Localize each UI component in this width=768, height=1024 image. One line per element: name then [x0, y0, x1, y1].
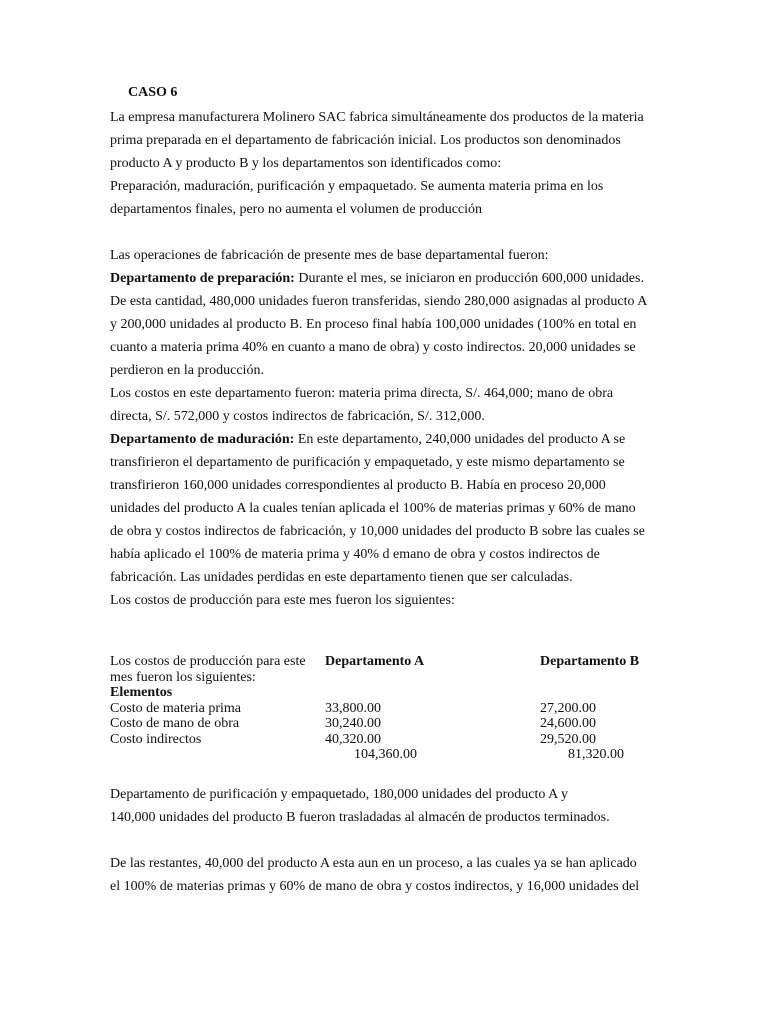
preparacion-heading: Departamento de preparación: [110, 271, 295, 286]
cost-table-total-row [110, 747, 670, 763]
preparacion-line-1: De esta cantidad, 480,000 unidades fueron transferidas, siendo 280,000 asignadas al producto A [110, 294, 648, 309]
operations-line: Las operaciones de fabricación de presente mes de base departamental fueron: [110, 248, 549, 263]
maduracion-first-line [110, 428, 670, 451]
maduracion-line-6: fabricación. Las unidades perdidas en este departamento tienen que ser calculadas. [110, 570, 573, 585]
maduracion-line-2: transfirieron 160,000 unidades correspondientes al producto B. Había en proceso 20,000 [110, 478, 606, 493]
intro-line-2: prima preparada en el departamento de fabricación inicial. Los productos son denominados [110, 133, 621, 148]
cost-table-caption-2: mes fueron los siguientes: [110, 669, 256, 685]
table-row [110, 732, 670, 748]
restantes-line-2: el 100% de materias primas y 60% de mano de obra y costos indirectos, y 16,000 unidades del [110, 879, 640, 894]
case-title: CASO 6 [128, 85, 178, 100]
purificacion-line-2: 140,000 unidades del producto B fueron trasladadas al almacén de productos terminados. [110, 810, 610, 825]
cost-table-col-b-header: Departamento B [540, 654, 640, 669]
cost-table [110, 654, 670, 763]
row-value-b: 24,600.00 [540, 716, 596, 731]
maduracion-line-5: había aplicado el 100% de materia prima y 40% d emano de obra y costos indirectos de [110, 547, 600, 562]
maduracion-line-4: de obra y costos indirectos de fabricación, y 10,000 unidades del producto B sobre las cuales se [110, 524, 645, 539]
cost-table-header-row [110, 654, 670, 670]
preparacion-line-5: Los costos en este departamento fueron: materia prima directa, S/. 464,000; mano de obra [110, 386, 614, 401]
preparacion-first-line [110, 267, 670, 290]
cost-table-caption-1: Los costos de producción para este [110, 654, 306, 669]
intro-line-3: producto A y producto B y los departamentos son identificados como: [110, 156, 502, 171]
row-value-a: 33,800.00 [325, 700, 381, 716]
row-value-b: 29,520.00 [540, 731, 596, 747]
intro-line-4: Preparación, maduración, purificación y empaquetado. Se aumenta materia prima en los [110, 179, 604, 194]
cost-table-col-a-header: Departamento A [325, 654, 425, 669]
total-b: 81,320.00 [568, 747, 624, 762]
preparacion-first-line-rest: Durante el mes, se iniciaron en producción 600,000 unidades. [294, 271, 644, 286]
maduracion-line-1: transfirieron el departamento de purificación y empaquetado, y este mismo departamento se [110, 455, 625, 470]
table-row [110, 716, 670, 732]
cost-table-caption-row-2 [110, 670, 670, 686]
maduracion-heading: Departamento de maduración: [110, 432, 295, 447]
maduracion-line-7: Los costos de producción para este mes fueron los siguientes: [110, 593, 455, 608]
purificacion-line-1: Departamento de purificación y empaquetado, 180,000 unidades del producto A y [110, 787, 568, 802]
preparacion-line-3: cuanto a materia prima 40% en cuanto a mano de obra) y costo indirectos. 20,000 unidades se [110, 340, 636, 355]
intro-line-5: departamentos finales, pero no aumenta el volumen de producción [110, 202, 483, 217]
restantes-line-1: De las restantes, 40,000 del producto A esta aun en un proceso, a las cuales ya se han aplicado [110, 856, 637, 871]
row-value-a: 40,320.00 [325, 731, 381, 747]
paragraph-spacer [110, 829, 670, 852]
table-row [110, 701, 670, 717]
maduracion-line-3: unidades del producto A la cuales tenían aplicada el 100% de materias primas y 60% de mano [110, 501, 636, 516]
paragraph-spacer [110, 221, 670, 244]
preparacion-line-2: y 200,000 unidades al producto B. En proceso final había 100,000 unidades (100% en total en [110, 317, 637, 332]
row-value-a: 30,240.00 [325, 716, 381, 731]
row-label: Costo de materia prima [110, 700, 242, 716]
row-label: Costo de mano de obra [110, 716, 240, 731]
row-label: Costo indirectos [110, 731, 202, 747]
tail-body [110, 783, 670, 898]
maduracion-first-line-rest: En este departamento, 240,000 unidades del producto A se [294, 432, 626, 447]
total-a: 104,360.00 [354, 747, 417, 762]
cost-table-elements-row [110, 685, 670, 701]
cost-table-elements-label: Elementos [110, 685, 173, 700]
intro-line-1: La empresa manufacturera Molinero SAC fabrica simultáneamente dos productos de la materia [110, 110, 644, 125]
case-body [110, 106, 670, 612]
preparacion-line-6: directa, S/. 572,000 y costos indirectos de fabricación, S/. 312,000. [110, 409, 485, 424]
row-value-b: 27,200.00 [540, 700, 596, 716]
preparacion-line-4: perdieron en la producción. [110, 363, 264, 378]
